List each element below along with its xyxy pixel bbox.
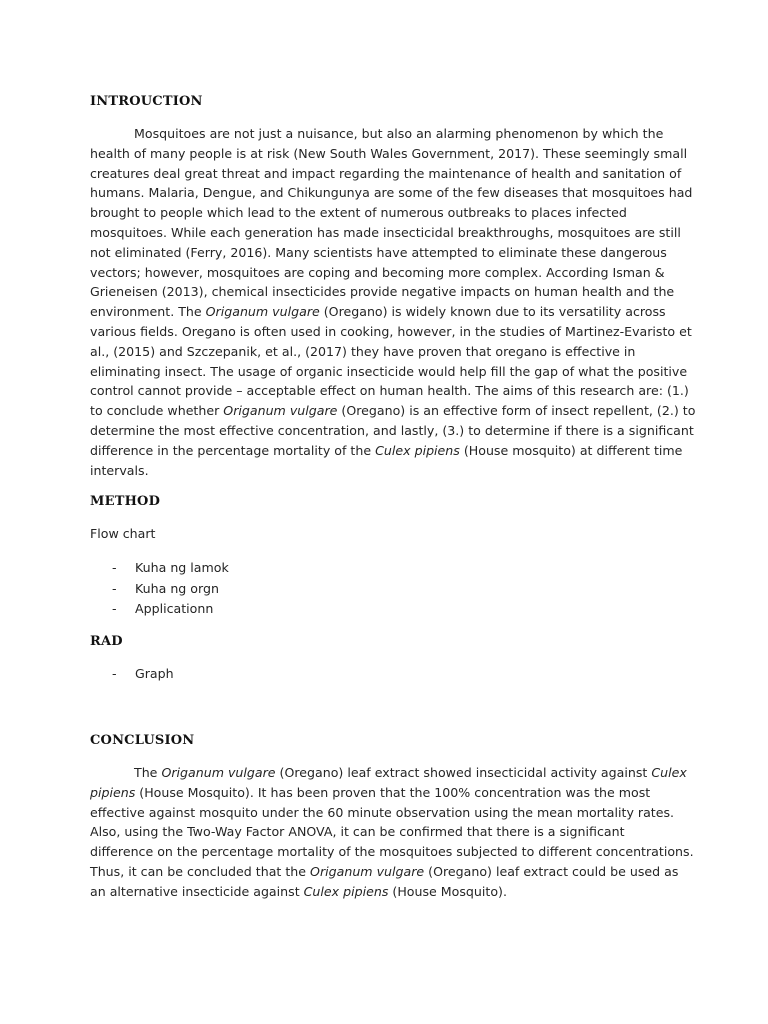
text-line: mosquitoes. While each generation has made insecticidal breakthroughs, mosquitoes are still: [90, 224, 681, 240]
species-name: Origanum vulgare: [205, 304, 320, 320]
method-heading: METHOD: [90, 494, 161, 509]
text-line: determine the most effective concentration, and lastly, (3.) to determine if there is a significant: [90, 422, 694, 438]
text-run: (House mosquito) at different time: [459, 442, 683, 458]
text-run: environment. The: [90, 304, 206, 320]
text-run: (Oregano) is widely known due to its versatility across: [319, 304, 666, 320]
dash-bullet: -: [112, 580, 117, 596]
text-line: Mosquitoes are not just a nuisance, but also an alarming phenomenon by which the: [134, 126, 664, 141]
text-run: Thus, it can be concluded that the: [90, 863, 311, 879]
text-line: [90, 763, 687, 783]
text-line: [90, 401, 696, 421]
list-item: [90, 666, 174, 687]
text-line: [90, 882, 682, 902]
list-item: [90, 581, 229, 602]
text-line: [90, 441, 682, 461]
conclusion-heading: CONCLUSION: [90, 733, 195, 748]
text-line: difference on the percentage mortality of the mosquitoes subjected to different concentrations.: [90, 844, 694, 860]
text-line: vectors; however, mosquitoes are coping and becoming more complex. According Isman &: [90, 264, 665, 280]
conclusion-paragraph: [90, 763, 694, 902]
text-line: health of many people is at risk (New South Wales Government, 2017). These seemingly small: [90, 145, 688, 161]
list-item: [90, 601, 229, 622]
text-run: an alternative insecticide against: [90, 883, 304, 899]
text-run: difference in the percentage mortality of the: [90, 442, 376, 458]
text-line: control cannot provide – acceptable effect on human health. The aims of this research are: (1.): [90, 383, 689, 399]
list-item: [90, 560, 229, 581]
species-name: pipiens: [90, 784, 136, 800]
text-run: (Oregano) is an effective form of insect repellent, (2.) to: [337, 403, 696, 419]
introduction-heading: INTROUCTION: [90, 94, 203, 109]
text-line: Grieneisen (2013), chemical insecticides provide negative impacts on human health and the: [90, 284, 675, 300]
text-line: effective against mosquito under the 60 minute observation using the mean mortality rates.: [90, 804, 675, 820]
text-line: [90, 862, 682, 882]
text-run: (Oregano) leaf extract could be used as: [424, 863, 679, 879]
species-name: Origanum vulgare: [310, 863, 425, 879]
introduction-paragraph: [90, 124, 696, 480]
rad-heading: RAD: [90, 634, 123, 649]
text-line: eliminating insect. The usage of organic insecticide would help fill the gap of what the positive: [90, 363, 688, 379]
species-name: Origanum vulgare: [161, 765, 276, 780]
flow-chart-label: Flow chart: [90, 526, 156, 541]
text-run: The: [134, 765, 162, 780]
dash-bullet: -: [112, 666, 117, 681]
list-item-text: Graph: [135, 666, 174, 681]
species-name: Culex: [651, 765, 687, 780]
text-line: Also, using the Two-Way Factor ANOVA, it can be confirmed that there is a significant: [90, 824, 625, 840]
text-line: humans. Malaria, Dengue, and Chikungunya are some of the few diseases that mosquitoes had: [90, 185, 693, 201]
list-item-text: Applicationn: [135, 601, 214, 616]
rad-list: [90, 666, 174, 687]
text-line: al., (2015) and Szczepanik, et al., (2017) they have proven that oregano is effective in: [90, 343, 636, 359]
text-line: not eliminated (Ferry, 2016). Many scientists have attempted to eliminate these dangerous: [90, 244, 667, 260]
text-line: various fields. Oregano is often used in cooking, however, in the studies of Martinez-Evaristo et: [90, 323, 692, 339]
text-run: (House Mosquito).: [388, 883, 507, 899]
text-line: creatures deal great threat and impact regarding the maintenance of health and sanitation of: [90, 165, 682, 181]
text-line: intervals.: [90, 462, 149, 478]
species-name: Culex pipiens: [375, 442, 460, 458]
species-name: Origanum vulgare: [223, 403, 338, 419]
dash-bullet: -: [112, 560, 117, 575]
list-item-text: Kuha ng orgn: [135, 580, 219, 596]
species-name: Culex pipiens: [303, 883, 389, 899]
dash-bullet: -: [112, 601, 117, 616]
text-line: [90, 302, 682, 322]
text-run: to conclude whether: [90, 403, 224, 419]
list-item-text: Kuha ng lamok: [135, 560, 229, 575]
text-line: [90, 783, 682, 803]
text-line: brought to people which lead to the extent of numerous outbreaks to places infected: [90, 205, 627, 221]
text-run: (Oregano) leaf extract showed insecticidal activity against: [275, 765, 652, 780]
text-run: (House Mosquito). It has been proven that the 100% concentration was the most: [135, 784, 651, 800]
method-list: [90, 560, 229, 622]
